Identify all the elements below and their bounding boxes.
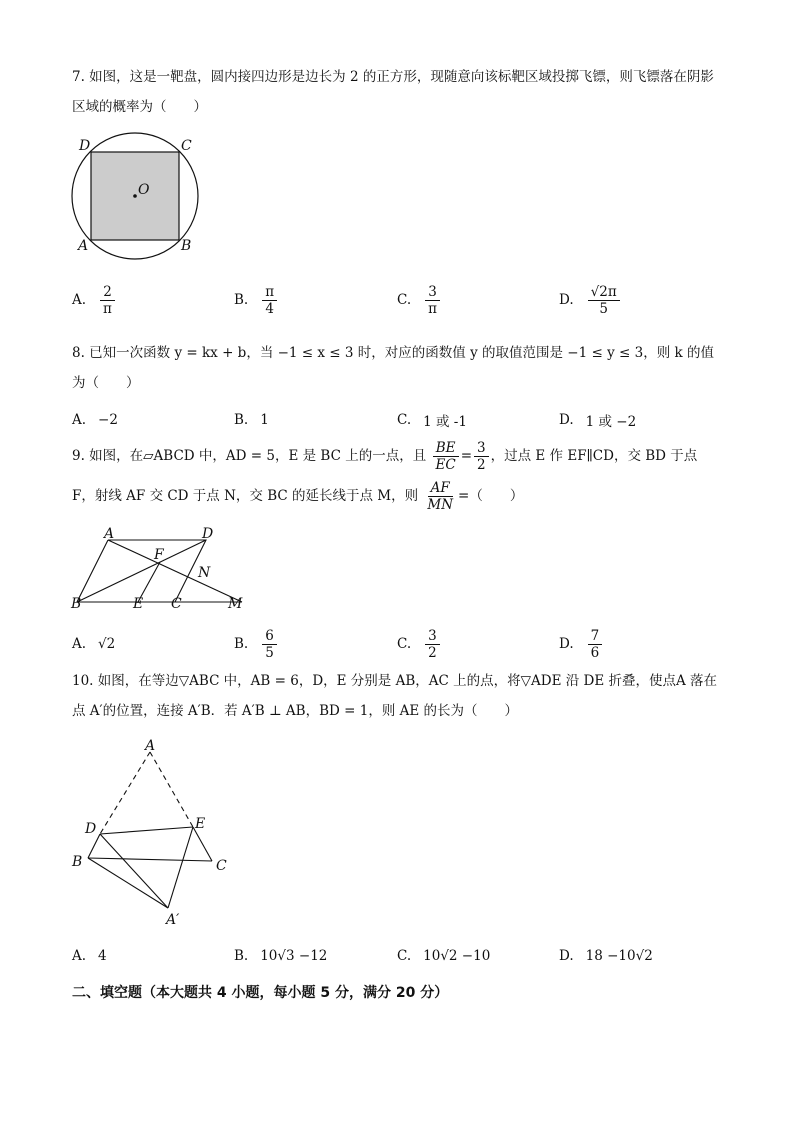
segment-db [88,834,100,858]
label-A: A [104,526,115,542]
label-C: C [171,596,182,612]
numerator: 3 [425,284,440,301]
denominator: π [103,300,112,317]
label-C: C [216,858,227,874]
dashed-ae [150,752,193,827]
question-7-options [72,280,722,320]
option-d[interactable]: D. $\frac{7}{6}$ [559,624,604,664]
option-c[interactable]: C. 1 或 -1 [397,412,467,430]
option-b[interactable]: B. $\frac{6}{5}$ [234,624,279,664]
option-a[interactable]: A. $\frac{2}{\pi}$ [72,280,117,320]
option-c[interactable]: C. 10√2 −10 [397,948,491,964]
question-8-text: 8. 已知一次函数 y = kx + b，当 −1 ≤ x ≤ 3 时，对应的函数值 y 的取值范围是 −1 ≤ y ≤ 3，则 k 的值为（ ） [72,345,714,391]
label-D: D [85,821,97,837]
question-9-options [72,624,722,664]
option-a[interactable]: A. −2 [72,412,118,428]
question-9-figure [70,528,260,610]
option-b[interactable]: B. 1 [234,412,269,428]
segment-de [100,827,193,834]
option-b[interactable]: B. $\frac{\pi}{4}$ [234,280,279,320]
label-D: D [79,138,91,154]
dashed-ad [100,752,150,834]
option-b[interactable]: B. 10√3 −12 [234,948,328,964]
numerator: 2 [100,284,115,301]
denominator: 4 [265,300,274,317]
segment-ea2 [168,827,193,908]
center-point [133,194,137,198]
label-M: M [228,596,243,612]
numerator: 3 [425,628,440,645]
label-E: E [195,816,206,832]
segment-bd [77,540,206,602]
option-d[interactable]: D. $\frac{√2\pi}{5}$ [559,280,622,320]
denominator: 2 [428,644,437,661]
question-7-text: 7. 如图，这是一靶盘，圆内接四边形是边长为 2 的正方形，现随意向该标靶区域投掷飞镖，则飞镖落在阴影区域的概率为（ ） [72,69,714,115]
question-9-text: 9. 如图，在▱ABCD 中，AD = 5，E 是 BC 上的一点，且 $\frac{BE}{EC}$ = $\frac{3}{2}$ ，过点 E 作 EF∥CD，交 BD 于点 F，射线 AF 交 CD 于点 N，交 BC 的延长线于点 M，则 $\frac{AF}{MN}$ =（ ） [72,440,698,513]
option-d[interactable]: D. 18 −10√2 [559,948,653,964]
label-F: F [154,547,164,563]
label-A-prime: A′ [166,912,180,928]
label-D: D [202,526,214,542]
question-8-options [72,400,722,440]
label-E: E [133,596,144,612]
ray-am [108,540,242,602]
label-B: B [72,854,83,870]
segment-ec [193,827,212,861]
segment-ba2 [88,858,168,908]
segment-da2 [100,834,168,908]
numerator: 6 [262,628,277,645]
label-N: N [198,565,211,581]
option-d[interactable]: D. 1 或 −2 [559,412,637,430]
label-C: C [181,138,192,154]
option-a[interactable]: A. 4 [72,948,107,964]
label-B: B [181,238,192,254]
denominator: 5 [265,644,274,661]
question-10-figure [70,738,240,928]
denominator: 5 [599,300,608,317]
label-A: A [145,738,156,754]
label-O: O [138,182,150,198]
label-A: A [78,238,89,254]
question-10-text: 10. 如图，在等边▽ABC 中，AB = 6，D，E 分别是 AB，AC 上的点，将▽ADE 沿 DE 折叠，使点A 落在点 A′的位置，连接 A′B．若 A′B ⊥ AB，BD = 1，则 AE 的长为（ ） [72,673,718,719]
denominator: 6 [590,644,600,661]
numerator: π [262,284,277,301]
numerator: 7 [588,628,603,645]
option-c[interactable]: C. $\frac{3}{2}$ [397,624,442,664]
section-2-heading: 二、填空题（本大题共 4 小题，每小题 5 分，满分 20 分） [72,985,449,1001]
option-a[interactable]: A. √2 [72,636,116,652]
label-B: B [71,596,82,612]
option-c[interactable]: C. $\frac{3}{\pi}$ [397,280,442,320]
question-7-figure [70,132,210,262]
segment-bc [88,858,212,861]
denominator: π [428,300,438,317]
numerator: √2π [588,284,620,301]
question-10-options [72,936,722,976]
